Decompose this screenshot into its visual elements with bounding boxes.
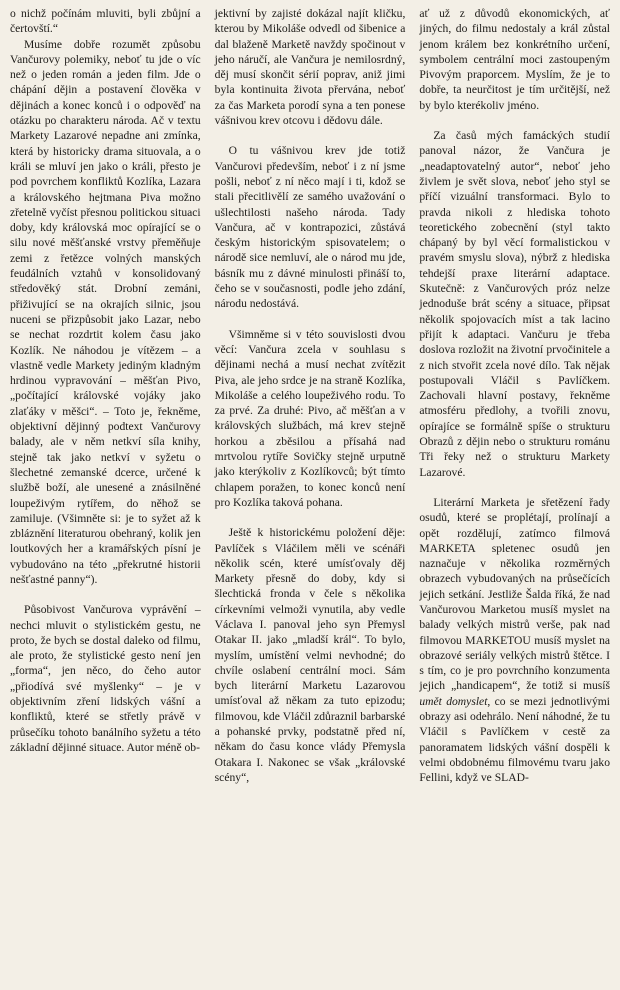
text-column-3 (419, 6, 610, 990)
paragraph: Za časů mých famáckých studií panoval názor, že Vančura je „neadaptovatelný autor“, neboť jeho živlem je svět slova, neboť jeho styl se příčí vizuální transformaci. Bylo to pravda nikoli z hlediska tohoto teoretického zobecnění (styl takto chápaný by byl věcí formalistickou v pravém smyslu slova), nýbrž z hlediska tehdejší praxe literární adaptace. Skutečně: z Vančurových próz nelze jednoduše brát scény a situace, připsat několik spojovacích míst a tak lacino přijít k adaptaci. Vančuru je třeba doslova rozložit na životní prvočinitele a z nich stvořit zcela nové dílo. Tak nějak postupovali Vláčil s Pavlíčkem. Zachovali hlavní postavy, řekněme atmosféru předlohy, a tvořili znovu, opírajíce se formálně spíše o strukturu Obrazů z dějin nebo o strukturu románu Tři řeky než o strukturu Markety Lazarové. (419, 129, 611, 479)
paragraph: Musíme dobře rozumět způsobu Vančurovy polemiky, neboť tu jde o víc než o jeden román a jeden film. Jde o chápání dějin a postavení člověka v dějinách a konec konců i o odpověď na otázku po charakteru národa. Ač v textu Markety Lazarové nepadne ani zmínka, která by historicky drama situovala, a o králi se mluví jen jako o králi, přesto je pod povrchem konfliktů Kozlíka, Lazara a královského hejtmana Piva možno zřetelně vyčíst přesnou politickou situaci doby, kdy královská moc opírající se o silu nové měšťanské vrstvy přeměňuje zemi z řetězce volných manských feudálních vztahů v konsolidovaný středověký stát. Drobní zemáni, přiživující se na okrajích silnic, jsou nuceni se přizpůsobit jako Lazar, nebo se nechat rozdrtit kolem času jako Kozlík. Ne náhodou je vítězem – a vlastně vedle Markety jediným kladným hrdinou vypravování – měšťan Pivo, „počítající královské vojáky jako zlaťáky v měšci“. – Toto je, řekněme, objektivní dějinný podtext Vančurovy balady, ale v něm netkví síla knihy, stejně tak jako netkví v syžetu o šlechetné zemanské dcerce, určené k službě boží, ale unesené a znásilněné loupeživým rytířem, do něhož se zamiluje. (Všimněte si: je to syžet až k zbláznění literaturou obehraný, kolik jen loutkových her a kramářských písní je vybudováno na této „překrutné historii nešťastné panny“). (10, 37, 201, 586)
paragraph: ať už z důvodů ekonomických, ať jiných, do filmu nedostaly a král zůstal jenom králem bez konkrétního určení, symbolem centrální moci zastoupeným Pivovým praporcem. Myslím, že je to dobře, ta neurčitost je tím určitější, než by bylo kterékoliv jméno. (419, 7, 611, 112)
paragraph: Působivost Vančurova vyprávění – nechci mluvit o stylistickém gestu, ne proto, že bych se dostal daleko od filmu, ale proto, že stylistické gesto není jen „forma“, jen něco, do čeho autor „přiodívá své myšlenky“ – je v objektivním zření lidských vášní a konfliktů, které se střetly právě v průsečíku tohoto banálního syžetu a této základní dějinné situace. Autor méně ob- (10, 603, 201, 754)
text-column-2 (215, 6, 406, 990)
paragraph-text: , co se mezi jednotlivými obrazy asi odehrálo. Není náhodné, že tu Vláčil s Pavlíčkem v cestě za panoramatem lidských vášní dospěli k velmi obdobnému filmovému tvaru jako Fellini, když ve SLAD- (419, 694, 611, 785)
paragraph: O tu vášnivou krev jde totiž Vančurovi především, neboť i z ní jsme pošli, neboť z ní něco mají i ti, kdož se stali přecitlivělí ze samého uvažování o ušlechtilosti našeho národa. Tady Vančura, ač v kontrapozici, zůstává českým historickým spisovatelem; o národě sice nemluví, ale o národ mu jde, básník mu z dávné minulosti přináší to, čeho se v současnosti, podle jeho zdání, národu nedostává. (214, 144, 406, 311)
paragraph (419, 495, 610, 786)
text-column-1 (10, 6, 201, 990)
paragraph: Ještě k historickému položení děje: Pavlíček s Vláčilem měli ve scénáři několik scén, které umísťovaly děj Markety přesně do doby, kdy si šlechtická fronda v čele s několika církevními velmoži vynutila, aby vedle Václava I. panoval jeho syn Přemysl Otakar II. jako „mladší král“. To bylo, myslím, umístění velmi nevhodné; do chvíle oslabení centrální moci. Sám bych literární Marketu Lazarovou umísťoval až někam za tuto epizodu; filmovou, kde Vláčil zdůraznil barbarské a pohanské prvky, podstatně před ní, někam do času konce vlády Přemysla Otakara I. Nakonec se však „královské scény“, (214, 526, 406, 784)
paragraph-text: Literární Marketa je sřetězení řady osudů, které se proplétají, prolínají a opět rozdělují, zatímco filmová MARKETA spletenec osudů jen naznačuje v několika rozměrných obrazech vybudovaných na průsečících jejich setkání. Jestliže Šalda říká, že nad Vančurovou Marketou musíš myslet na balady velkých mistrů verše, pak nad filmovou MARKETOU musíš myslet na obrazové seriály velkých mistrů štětce. I s tím, co je pro povrchního konzumenta jejich „handicapem“, že totiž si musíš (419, 495, 611, 693)
italic-phrase: umět domyslet (419, 694, 488, 708)
paragraph: jektivní by zajisté dokázal najít kličku, kterou by Mikoláše odvedl od šibenice a dal blaženě Marketě navždy spočinout v jeho náručí, ale Vančura je nemilosrdný, děj musí skončit sérií poprav, aniž jimi byla kontinuita života přervána, neboť za čas Marketa porodí syna a ten ponese vášnivou krev otcovu i dědovu dále. (214, 7, 406, 128)
paragraph: o nichž počínám mluviti, byli zbůjní a čertovští.“ (10, 7, 201, 36)
paragraph: Všimněme si v této souvislosti dvou věcí: Vančura zcela v souhlasu s dějinami nechá a musí nechat zvítězit Piva, ale jeho srdce je na straně Kozlíka, Mikoláše a celého loupeživého rodu. To za prvé. Za druhé: Pivo, ač měšťan a v královských službách, má krev stejně horkou a zběsilou a přísahá nad mrtvolou rytíře Sovičky stejně urputně jako kterýkoliv z Kozlíkovců; být tímto chlapem poražen, to konec konců není pro Kozlíka taková pohana. (214, 327, 406, 509)
